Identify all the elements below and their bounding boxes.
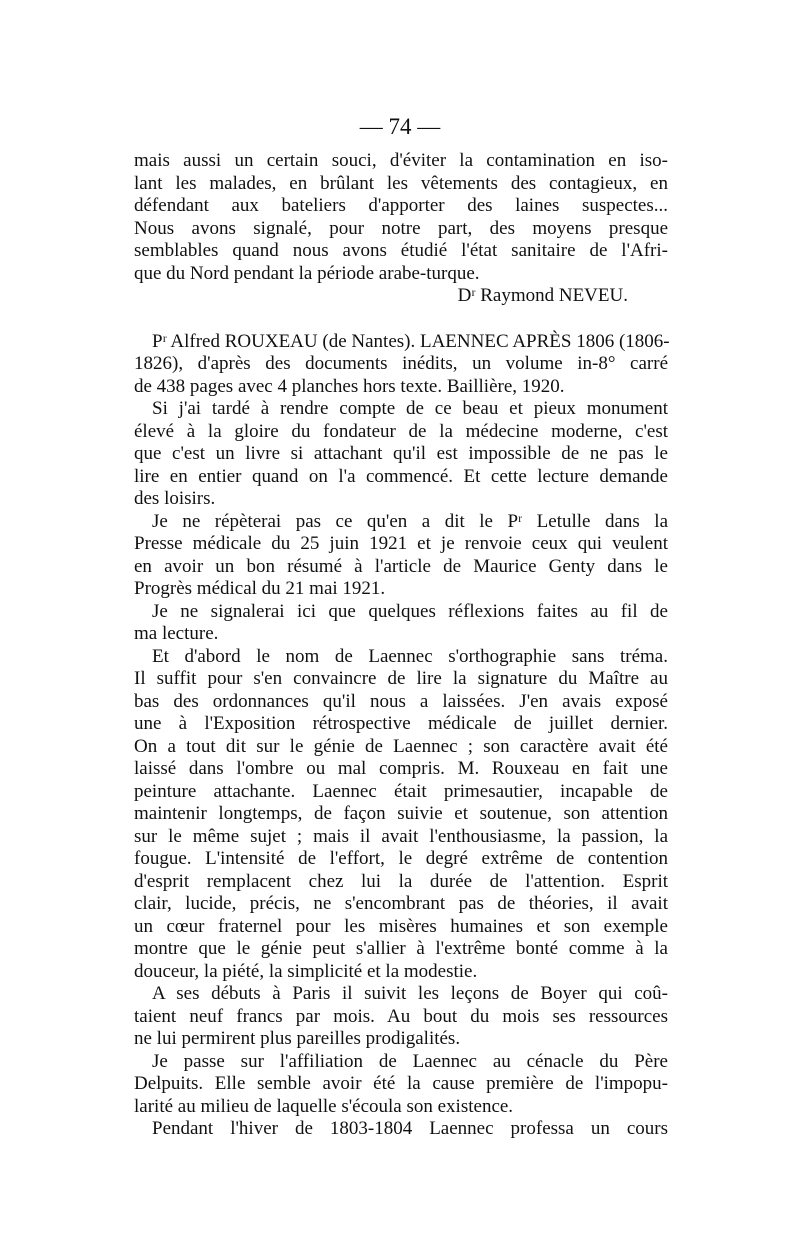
text-line: élevé à la gloire du fondateur de la médecine moderne, c'est	[134, 420, 668, 442]
text-line: Progrès médical du 21 mai 1921.	[134, 578, 386, 599]
text-line: Il suffit pour s'en convaincre de lire la signature du Maître au	[134, 668, 668, 689]
text-line: en avoir un bon résumé à l'article de Maurice Genty dans le	[134, 555, 668, 577]
text-line: lant les malades, en brûlant les vêtements des contagieux, en	[134, 172, 668, 194]
text-line: On a tout dit sur le génie de Laennec ; son caractère avait été	[134, 735, 668, 757]
review-heading	[134, 331, 668, 399]
text-line: Nous avons signalé, pour notre part, des moyens presque	[134, 217, 668, 239]
paragraph	[134, 398, 668, 511]
body-text	[134, 150, 668, 1141]
text-line: bas des ordonnances qu'il nous a laissées. J'en avais exposé	[134, 690, 668, 712]
signature-line: Dʳ Raymond NEVEU.	[457, 285, 628, 306]
text-line: une à l'Exposition rétrospective médicale de juillet dernier.	[134, 713, 668, 734]
paragraph	[134, 1118, 668, 1141]
text-line: lire en entier quand on l'a commencé. Et cette lecture demande	[134, 465, 668, 487]
page-number: — 74 —	[359, 114, 441, 139]
paragraph	[134, 150, 668, 285]
paragraph	[134, 983, 668, 1051]
text-line: sur le même sujet ; mais il avait l'enthousiasme, la passion, la	[134, 825, 668, 847]
text-line: Je passe sur l'affiliation de Laennec au cénacle du Père	[152, 1050, 668, 1072]
text-line: maintenir longtemps, de façon suivie et soutenue, son attention	[134, 803, 668, 824]
paragraph	[134, 1051, 668, 1119]
text-line: Je ne répèterai pas ce qu'en a dit le Pʳ Letulle dans la	[152, 510, 668, 532]
text-line: d'esprit remplacent chez lui la durée de l'attention. Esprit	[134, 870, 668, 892]
text-line: défendant aux bateliers d'apporter des laines suspectes...	[134, 195, 668, 216]
text-line: Delpuits. Elle semble avoir été la cause première de l'impopu-	[134, 1073, 668, 1094]
text-line: 1826), d'après des documents inédits, un volume in-8° carré	[134, 353, 668, 374]
text-line: Et d'abord le nom de Laennec s'orthographie sans tréma.	[152, 645, 668, 667]
text-line: Je ne signalerai ici que quelques réflexions faites au fil de	[152, 600, 668, 622]
text-line: douceur, la piété, la simplicité et la modestie.	[134, 960, 478, 982]
paragraph	[134, 646, 668, 984]
text-line: fougue. L'intensité de l'effort, le degré extrême de contention	[134, 848, 668, 869]
text-line: larité au milieu de laquelle s'écoula son existence.	[134, 1095, 514, 1117]
text-line: ne lui permirent plus pareilles prodigalités.	[134, 1028, 461, 1049]
text-line: mais aussi un certain souci, d'éviter la contamination en iso-	[134, 150, 668, 171]
text-line: A ses débuts à Paris il suivit les leçons de Boyer qui coû-	[152, 983, 668, 1004]
text-line: semblables quand nous avons étudié l'état sanitaire de l'Afri-	[134, 240, 668, 261]
text-line: que du Nord pendant la période arabe-turque.	[134, 262, 480, 284]
text-line: de 438 pages avec 4 planches hors texte. Baillière, 1920.	[134, 375, 565, 397]
signature	[134, 285, 668, 308]
text-line: Pendant l'hiver de 1803-1804 Laennec professa un cours	[152, 1118, 668, 1139]
paragraph	[134, 601, 668, 646]
text-line: clair, lucide, précis, ne s'encombrant pas de théories, il avait	[134, 893, 668, 914]
text-line: Presse médicale du 25 juin 1921 et je renvoie ceux qui veulent	[134, 533, 668, 554]
text-line: laissé dans l'ombre ou mal compris. M. Rouxeau en fait une	[134, 758, 668, 779]
text-line: que c'est un livre si attachant qu'il est impossible de ne pas le	[134, 443, 668, 464]
text-line: montre que le génie peut s'allier à l'extrême bonté comme à la	[134, 938, 668, 959]
text-line: Si j'ai tardé à rendre compte de ce beau et pieux monument	[152, 398, 668, 419]
text-line: taient neuf francs par mois. Au bout du mois ses ressources	[134, 1005, 668, 1027]
text-line: ma lecture.	[134, 623, 219, 644]
text-line: Pʳ Alfred ROUXEAU (de Nantes). LAENNEC APRÈS 1806 (1806-	[152, 330, 670, 352]
text-line: peinture attachante. Laennec était primesautier, incapable de	[134, 780, 668, 802]
text-line: un cœur fraternel pour les misères humaines et son exemple	[134, 915, 668, 937]
paragraph	[134, 511, 668, 601]
text-line: des loisirs.	[134, 488, 216, 509]
